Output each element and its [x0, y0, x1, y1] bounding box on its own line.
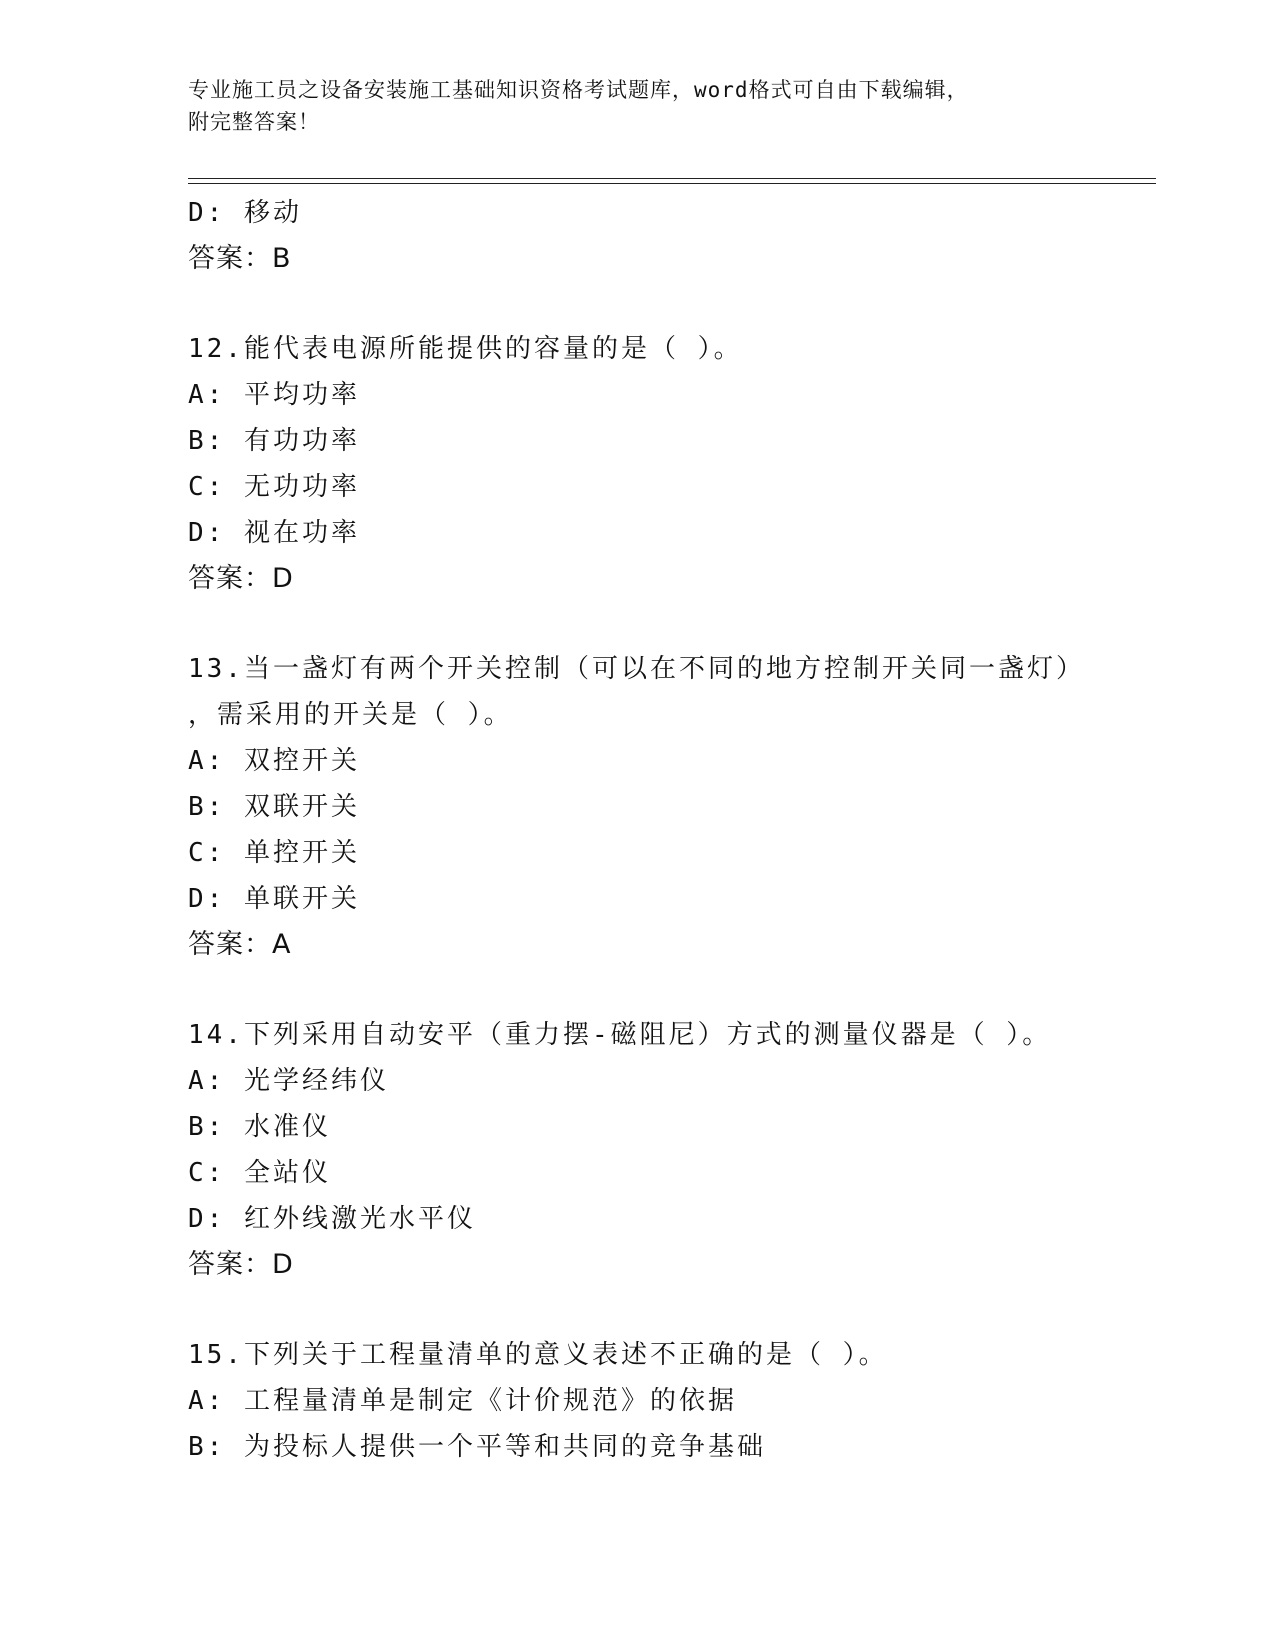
option-b: B: 为投标人提供一个平等和共同的竞争基础	[188, 1432, 766, 1462]
question-12	[188, 326, 1148, 602]
option-a: A: 双控开关	[188, 746, 360, 776]
option-c: C: 全站仪	[188, 1158, 331, 1188]
option-d: D: 单联开关	[188, 884, 360, 914]
option-b: B: 水准仪	[188, 1112, 331, 1142]
answer: 答案：A	[188, 929, 292, 960]
question-15	[188, 1332, 1148, 1470]
option-a: A: 平均功率	[188, 380, 360, 410]
option-d: D: 红外线激光水平仪	[188, 1204, 476, 1234]
option-c: C: 单控开关	[188, 838, 360, 868]
option-d: D: 视在功率	[188, 518, 360, 548]
option-d: D: 移动	[188, 198, 302, 228]
option-c: C: 无功功率	[188, 472, 360, 502]
answer: 答案：D	[188, 1249, 294, 1280]
question-text: 14.下列采用自动安平（重力摆-磁阻尼）方式的测量仪器是（ ）。	[188, 1020, 1052, 1050]
header-line-2: 附完整答案！	[188, 110, 320, 134]
option-b: B: 有功功率	[188, 426, 360, 456]
question-text: 12.能代表电源所能提供的容量的是（ ）。	[188, 334, 743, 364]
question-text: 15.下列关于工程量清单的意义表述不正确的是（ ）。	[188, 1340, 888, 1370]
question-text-line-1: 13.当一盏灯有两个开关控制（可以在不同的地方控制开关同一盏灯）	[188, 654, 1085, 684]
option-a: A: 工程量清单是制定《计价规范》的依据	[188, 1386, 737, 1416]
option-b: B: 双联开关	[188, 792, 360, 822]
answer: 答案：D	[188, 563, 294, 594]
question-14	[188, 1012, 1148, 1288]
question-list	[188, 190, 1148, 1470]
document-header	[188, 74, 1088, 138]
header-divider-top	[188, 178, 1156, 179]
header-line-1: 专业施工员之设备安装施工基础知识资格考试题库，word格式可自由下载编辑，	[188, 78, 969, 102]
question-text-line-2: ，需采用的开关是（ ）。	[188, 700, 513, 730]
header-divider-bottom	[188, 183, 1156, 184]
option-a: A: 光学经纬仪	[188, 1066, 389, 1096]
question-11	[188, 190, 1148, 282]
answer: 答案：B	[188, 243, 292, 274]
question-13	[188, 646, 1148, 968]
